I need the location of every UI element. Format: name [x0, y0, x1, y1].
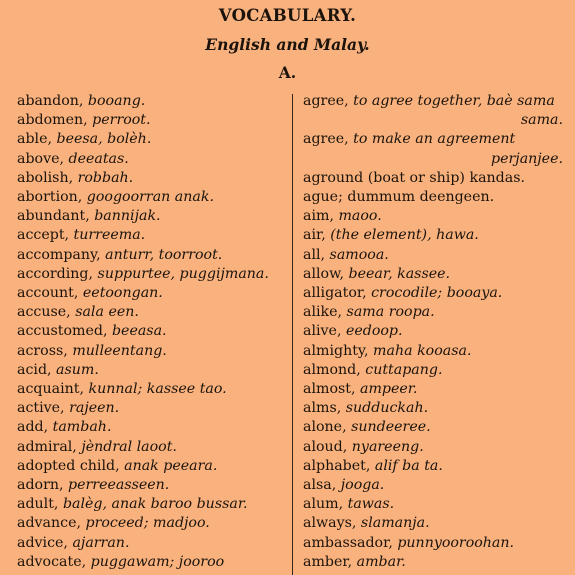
page-title: VOCABULARY. [218, 6, 357, 25]
vocab-entry: aground (boat or ship) kandas. [303, 169, 525, 186]
english-headword: accustomed, [17, 323, 108, 340]
malay-translation: eedoop. [341, 323, 403, 340]
malay-translation: robbah. [73, 169, 134, 186]
english-headword: above, [17, 150, 65, 167]
malay-translation: nyareeng. [347, 438, 424, 455]
vocab-entry [17, 361, 287, 380]
malay-translation: beeasa. [107, 323, 167, 340]
malay-translation: kunnal; kassee tao. [83, 381, 227, 398]
english-headword: agree, [303, 131, 349, 148]
vocab-entry [303, 226, 565, 245]
vocab-entry [17, 150, 287, 169]
vocab-entry [303, 380, 565, 399]
english-headword: adult, [17, 496, 59, 513]
malay-translation: to make an agreement [348, 131, 516, 148]
vocab-entry [17, 380, 287, 399]
vocab-entry [17, 246, 287, 265]
english-headword: abortion, [17, 189, 83, 206]
english-headword: almighty, [303, 342, 369, 359]
vocab-entry [17, 111, 287, 130]
english-headword: agree, [303, 93, 349, 109]
vocab-entry [303, 130, 565, 149]
malay-translation: tambah. [48, 419, 112, 436]
english-headword: air, [303, 227, 326, 244]
vocab-entry-continuation: sama. [520, 112, 563, 129]
vocab-entry [303, 246, 565, 265]
english-headword: abundant, [17, 208, 90, 225]
english-headword: aloud, [303, 438, 348, 455]
vocab-entry [303, 457, 565, 476]
english-headword: account, [17, 285, 79, 302]
vocab-entry [17, 265, 287, 284]
vocab-entry [303, 514, 565, 533]
vocab-entry [17, 130, 287, 149]
malay-translation: sudduckah. [341, 400, 429, 417]
malay-translation: mulleentang. [67, 342, 167, 359]
vocab-entry [17, 553, 287, 572]
english-headword: alsa, [303, 477, 337, 494]
vocab-entry-continuation: perjanjee. [491, 150, 563, 167]
english-headword: almond, [303, 361, 361, 378]
malay-translation: alif ba ta. [370, 457, 443, 474]
vocab-entry [303, 207, 565, 226]
vocab-entry [17, 399, 287, 418]
vocab-entry [303, 438, 565, 457]
section-letter: A. [278, 63, 297, 82]
malay-translation: perreeasseen. [63, 477, 170, 494]
english-headword: alone, [303, 419, 347, 436]
malay-translation: sundeeree. [346, 419, 431, 436]
vocab-entry [303, 92, 565, 111]
vocab-entry [17, 322, 287, 341]
vocab-entry [303, 361, 565, 380]
english-headword: acquaint, [17, 381, 84, 398]
malay-translation: asum. [51, 361, 99, 378]
english-headword: across, [17, 342, 68, 359]
malay-translation: ajarran. [67, 534, 130, 551]
vocab-entry [303, 265, 565, 284]
english-headword: allow, [303, 265, 345, 282]
malay-translation: ampeer. [355, 381, 418, 398]
malay-translation: eetoongan. [78, 285, 163, 302]
malay-translation: beesa, bolèh. [51, 131, 152, 148]
english-headword: alms, [303, 400, 342, 417]
english-headword: adorn, [17, 477, 64, 494]
malay-translation: puggawam; jooroo [86, 553, 225, 570]
vocab-entry [303, 534, 565, 553]
english-headword: accuse, [17, 304, 71, 321]
malay-translation: booang. [83, 93, 146, 109]
vocab-entry [303, 553, 565, 572]
vocab-entry [303, 418, 565, 437]
vocab-entry [303, 284, 565, 303]
english-headword: according, [17, 265, 94, 282]
malay-translation: anak peeara. [119, 457, 218, 474]
english-headword: always, [303, 515, 357, 532]
malay-translation: sama roopa. [342, 304, 435, 321]
malay-translation: rajeen. [64, 400, 120, 417]
malay-translation: googoorran anak. [82, 189, 214, 206]
vocab-entry [17, 457, 287, 476]
vocab-entry [303, 342, 565, 361]
malay-translation: punnyooroohan. [392, 534, 515, 551]
malay-translation: maoo. [333, 208, 382, 225]
english-headword: able, [17, 131, 52, 148]
column-divider [292, 94, 293, 575]
malay-translation: maha kooasa. [368, 342, 472, 359]
malay-translation: to agree together, baè sama [348, 93, 555, 109]
vocab-entry [17, 169, 287, 188]
malay-translation: bannijak. [89, 208, 161, 225]
right-column [303, 92, 565, 572]
malay-translation: cuttapang. [360, 361, 443, 378]
vocab-entry [17, 188, 287, 207]
english-headword: advice, [17, 534, 68, 551]
malay-translation: perroot. [87, 112, 151, 129]
english-headword: advocate, [17, 553, 87, 570]
vocab-entry [303, 476, 565, 495]
vocab-entry [17, 226, 287, 245]
vocab-entry [17, 342, 287, 361]
vocab-entry [17, 495, 287, 514]
english-headword: alum, [303, 496, 344, 513]
english-headword: adopted child, [17, 457, 120, 474]
english-headword: abdomen, [17, 112, 88, 129]
malay-translation: beear, kassee. [344, 265, 451, 282]
english-headword: add, [17, 419, 49, 436]
vocab-entry [303, 303, 565, 322]
english-headword: abolish, [17, 169, 74, 186]
left-column [17, 92, 287, 572]
malay-translation: crocodile; booaya. [366, 285, 503, 302]
english-headword: acid, [17, 361, 52, 378]
english-headword: abandon, [17, 93, 84, 109]
malay-translation: anturr, toorroot. [100, 246, 223, 263]
english-headword: accompany, [17, 246, 101, 263]
malay-translation: turreema. [69, 227, 146, 244]
vocab-entry [17, 92, 287, 111]
malay-translation: proceed; madjoo. [81, 515, 210, 532]
vocab-entry [303, 495, 565, 514]
english-headword: alike, [303, 304, 343, 321]
malay-translation: ambar. [352, 553, 406, 570]
vocab-entry [17, 476, 287, 495]
english-headword: alphabet, [303, 457, 371, 474]
vocab-entry [17, 303, 287, 322]
malay-translation: slamanja. [356, 515, 430, 532]
english-headword: ambassador, [303, 534, 393, 551]
english-headword: amber, [303, 553, 353, 570]
vocab-entry [17, 534, 287, 553]
english-headword: alligator, [303, 285, 367, 302]
english-headword: active, [17, 400, 65, 417]
english-headword: accept, [17, 227, 70, 244]
malay-translation: tawas. [343, 496, 395, 513]
vocab-entry [17, 438, 287, 457]
vocab-entry [303, 399, 565, 418]
malay-translation: (the element), hawa. [325, 227, 479, 244]
malay-translation: samooa. [325, 246, 389, 263]
english-headword: aim, [303, 208, 334, 225]
malay-translation: suppurtee, puggijmana. [93, 265, 269, 282]
malay-translation: sala een. [70, 304, 139, 321]
english-headword: alive, [303, 323, 342, 340]
page-subtitle: English and Malay. [205, 35, 370, 54]
english-headword: all, [303, 246, 326, 263]
malay-translation: deeatas. [64, 150, 129, 167]
malay-translation: balèg, anak baroo bussar. [58, 496, 248, 513]
english-headword: advance, [17, 515, 82, 532]
vocab-entry [17, 284, 287, 303]
vocab-entry [303, 322, 565, 341]
vocab-entry [17, 514, 287, 533]
english-headword: admiral, [17, 438, 77, 455]
vocab-entry [17, 207, 287, 226]
english-headword: almost, [303, 381, 356, 398]
vocab-entry [17, 418, 287, 437]
malay-translation: jèndral laoot. [76, 438, 177, 455]
vocab-entry: ague; dummum deengeen. [303, 189, 495, 206]
malay-translation: jooga. [336, 477, 385, 494]
